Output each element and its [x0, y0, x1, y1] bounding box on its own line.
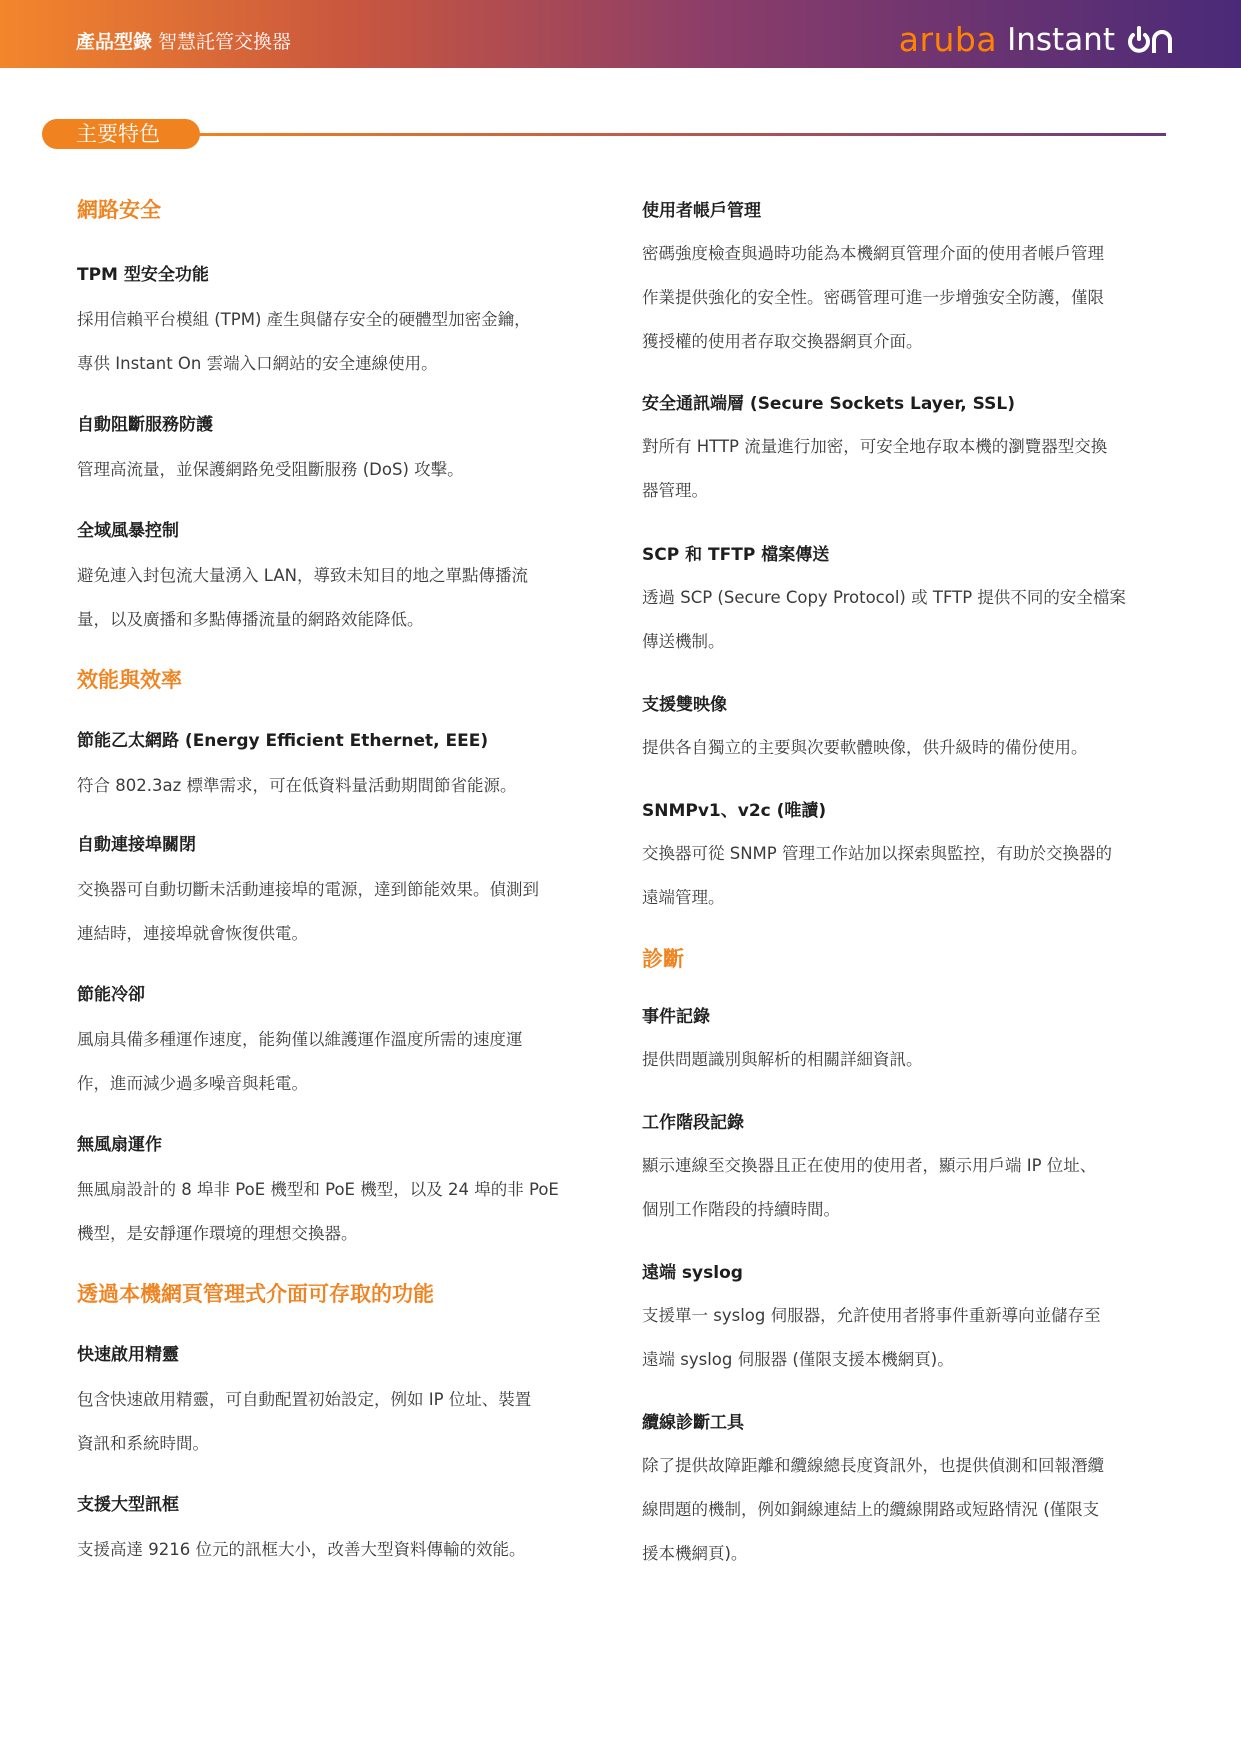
header-title [76, 30, 291, 54]
item-text-cooling-2: 作，進而減少過多噪音與耗電。 [77, 1074, 308, 1093]
heading-performance: 效能與效率 [77, 668, 182, 692]
item-text-scp-2: 傳送機制。 [642, 632, 725, 651]
item-text-snmp-2: 遠端管理。 [642, 888, 725, 907]
item-text-tpm-2: 專供 Instant On 雲端入口網站的安全連線使用。 [77, 354, 438, 373]
item-title-event-log: 事件記錄 [642, 1007, 710, 1027]
item-text-port-off-2: 連結時，連接埠就會恢復供電。 [77, 924, 308, 943]
logo-instant: Instant [1007, 21, 1115, 58]
section-tab-label: 主要特色 [76, 122, 160, 146]
item-text-cable-2: 線問題的機制，例如銅線連結上的纜線開路或短路情況 (僅限支 [642, 1500, 1100, 1519]
item-text-storm-1: 避免連入封包流大量湧入 LAN，導致未知目的地之單點傳播流 [77, 566, 528, 585]
item-text-snmp-1: 交換器可從 SNMP 管理工作站加以探索與監控，有助於交換器的 [642, 844, 1112, 863]
item-title-fanless: 無風扇運作 [77, 1135, 162, 1155]
item-title-dual-image: 支援雙映像 [642, 695, 727, 715]
item-title-cooling: 節能冷卻 [77, 985, 145, 1005]
item-text-cable-3: 援本機網頁)。 [642, 1544, 748, 1563]
item-title-storm: 全域風暴控制 [77, 521, 179, 541]
item-text-account-3: 獲授權的使用者存取交換器網頁介面。 [642, 332, 923, 351]
heading-web-features: 透過本機網頁管理式介面可存取的功能 [77, 1282, 434, 1306]
item-text-ssl-1: 對所有 HTTP 流量進行加密，可安全地存取本機的瀏覽器型交換 [642, 437, 1108, 456]
item-title-snmp: SNMPv1、v2c (唯讀) [642, 801, 827, 821]
item-title-account: 使用者帳戶管理 [642, 201, 761, 221]
item-text-ssl-2: 器管理。 [642, 481, 708, 500]
header-banner [0, 0, 1241, 68]
power-on-icon [1127, 25, 1173, 55]
heading-diagnostics: 診斷 [642, 947, 684, 971]
item-text-cooling-1: 風扇具備多種運作速度，能夠僅以維護運作溫度所需的速度運 [77, 1030, 523, 1049]
item-title-scp: SCP 和 TFTP 檔案傳送 [642, 545, 830, 565]
item-text-account-2: 作業提供強化的安全性。密碼管理可進一步增強安全防護，僅限 [642, 288, 1104, 307]
item-text-cable-1: 除了提供故障距離和纜線總長度資訊外，也提供偵測和回報潛纜 [642, 1456, 1104, 1475]
heading-network-security: 網路安全 [77, 198, 161, 222]
item-text-dos-1: 管理高流量，並保護網路免受阻斷服務 (DoS) 攻擊。 [77, 460, 464, 479]
item-text-wizard-1: 包含快速啟用精靈，可自動配置初始設定，例如 IP 位址、裝置 [77, 1390, 532, 1409]
item-title-session-log: 工作階段記錄 [642, 1113, 744, 1133]
doc-type: 產品型錄 [76, 31, 153, 53]
item-text-event-log-1: 提供問題識別與解析的相關詳細資訊。 [642, 1050, 923, 1069]
item-text-fanless-2: 機型，是安靜運作環境的理想交換器。 [77, 1224, 358, 1243]
item-text-eee-1: 符合 802.3az 標準需求，可在低資料量活動期間節省能源。 [77, 776, 517, 795]
item-title-eee: 節能乙太網路 (Energy Efficient Ethernet, EEE) [77, 731, 489, 751]
item-title-wizard: 快速啟用精靈 [77, 1345, 179, 1365]
item-title-jumbo: 支援大型訊框 [77, 1495, 179, 1515]
item-text-jumbo-1: 支援高達 9216 位元的訊框大小，改善大型資料傳輸的效能。 [77, 1540, 526, 1559]
item-title-ssl: 安全通訊端層 (Secure Sockets Layer, SSL) [642, 394, 1015, 414]
item-text-scp-1: 透過 SCP (Secure Copy Protocol) 或 TFTP 提供不同的安全檔案 [642, 588, 1126, 607]
section-divider [198, 133, 1166, 136]
item-title-dos: 自動阻斷服務防護 [77, 415, 213, 435]
logo-aruba: aruba [898, 20, 998, 59]
item-text-wizard-2: 資訊和系統時間。 [77, 1434, 209, 1453]
item-text-syslog-2: 遠端 syslog 伺服器 (僅限支援本機網頁)。 [642, 1350, 954, 1369]
item-text-account-1: 密碼強度檢查與過時功能為本機網頁管理介面的使用者帳戶管理 [642, 244, 1104, 263]
item-text-dual-image-1: 提供各自獨立的主要與次要軟體映像，供升級時的備份使用。 [642, 738, 1088, 757]
item-title-tpm: TPM 型安全功能 [77, 265, 209, 285]
item-text-session-log-1: 顯示連線至交換器且正在使用的使用者，顯示用戶端 IP 位址、 [642, 1156, 1097, 1175]
item-text-port-off-1: 交換器可自動切斷未活動連接埠的電源，達到節能效果。偵測到 [77, 880, 539, 899]
aruba-instant-on-logo [899, 20, 1173, 59]
item-text-tpm-1: 採用信賴平台模組 (TPM) 產生與儲存安全的硬體型加密金鑰， [77, 310, 531, 329]
section-tab-key-features [42, 119, 200, 149]
item-text-storm-2: 量，以及廣播和多點傳播流量的網路效能降低。 [77, 610, 424, 629]
item-title-port-off: 自動連接埠關閉 [77, 835, 196, 855]
item-title-syslog: 遠端 syslog [642, 1263, 743, 1283]
item-text-fanless-1: 無風扇設計的 8 埠非 PoE 機型和 PoE 機型，以及 24 埠的非 PoE [77, 1180, 559, 1199]
item-text-syslog-1: 支援單一 syslog 伺服器，允許使用者將事件重新導向並儲存至 [642, 1306, 1101, 1325]
doc-subject: 智慧託管交換器 [158, 31, 292, 53]
item-text-session-log-2: 個別工作階段的持續時間。 [642, 1200, 840, 1219]
item-title-cable: 纜線診斷工具 [642, 1413, 744, 1433]
